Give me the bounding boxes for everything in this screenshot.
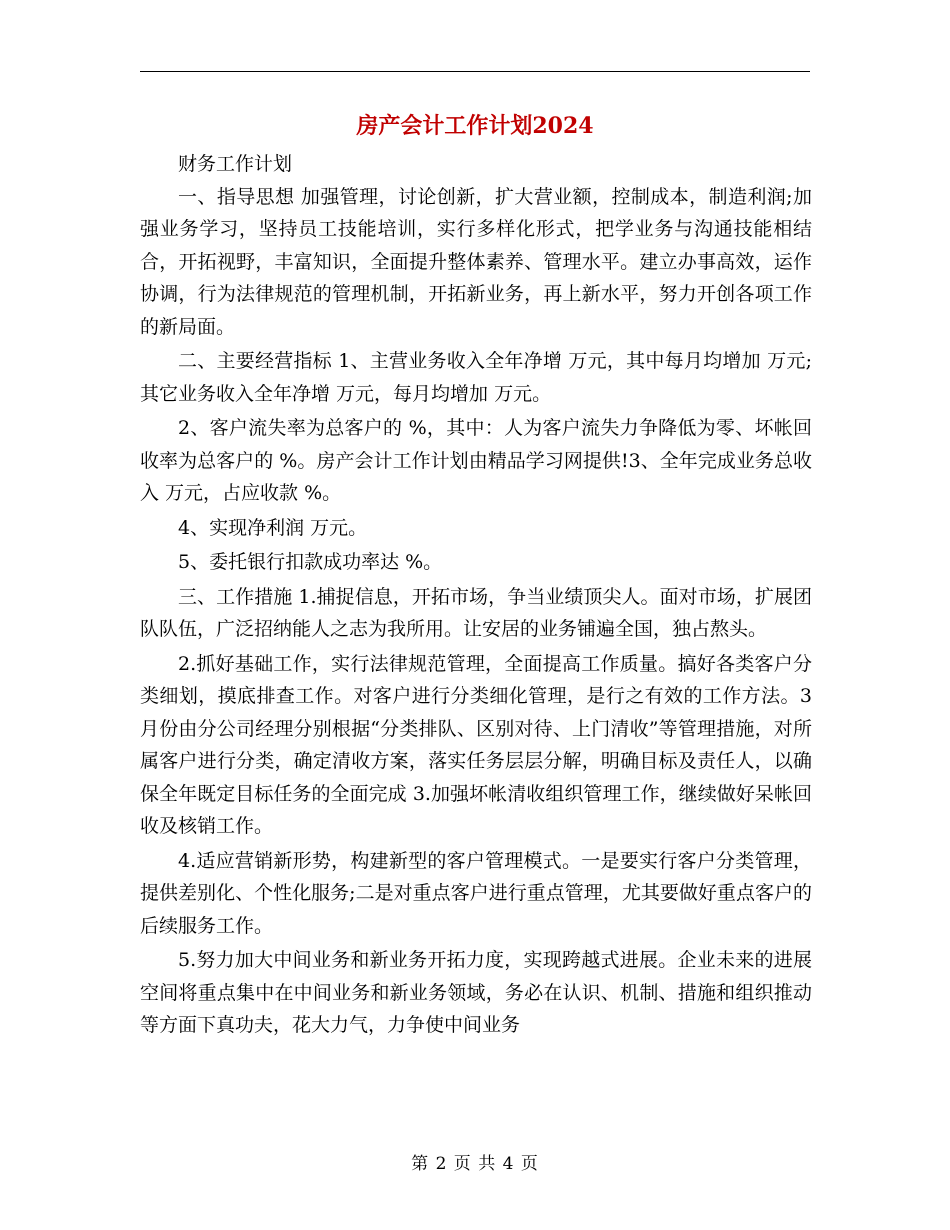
paragraph-4: 2、客户流失率为总客户的 %，其中：人为客户流失力争降低为零、坏帐回收率为总客户的 %。房产会计工作计划由精品学习网提供!3、全年完成业务总收入 万元，占应收款 %。: [140, 417, 812, 504]
page-footer: 第 2 页 共 4 页: [411, 1154, 539, 1174]
paragraph-2: 一、指导思想 加强管理，讨论创新，扩大营业额，控制成本，制造利润;加强业务学习，坚持员工技能培训，实行多样化形式，把学业务与沟通技能相结合，开拓视野，丰富知识，全面提升整体素养、管理水平。建立办事高效，运作协调，行为法律规范的管理机制，开拓新业务，再上新水平，努力开创各项工作的新局面。: [140, 185, 812, 338]
paragraph-6: 5、委托银行扣款成功率达 %。: [178, 551, 443, 573]
document-body: [140, 148, 812, 1042]
paragraph-1: 财务工作计划: [178, 153, 293, 175]
paragraph-8: 2.抓好基础工作，实行法律规范管理，全面提高工作质量。搞好各类客户分类细划，摸底排查工作。对客户进行分类细化管理，是行之有效的工作方法。3月份由分公司经理分别根据“分类排队、区别对待、上门清收”等管理措施，对所属客户进行分类，确定清收方案，落实任务层层分解，明确目标及责任人，以确保全年既定目标任务的全面完成 3.加强坏帐清收组织管理工作，继续做好呆帐回收及核销工作。: [140, 652, 812, 837]
header-rule: [140, 71, 810, 72]
paragraph-5: 4、实现净利润 万元。: [178, 516, 368, 539]
paragraph-3: 二、主要经营指标 1、主营业务收入全年净增 万元，其中每月均增加 万元;其它业务收入全年净增 万元，每月均增加 万元。: [140, 350, 812, 405]
paragraph-9: 4.适应营销新形势，构建新型的客户管理模式。一是要实行客户分类管理，提供差别化、个性化服务;二是对重点客户进行重点管理，尤其要做好重点客户的后续服务工作。: [140, 849, 812, 937]
paragraph-10: 5.努力加大中间业务和新业务开拓力度，实现跨越式进展。企业未来的进展空间将重点集中在中间业务和新业务领域，务必在认识、机制、措施和组织推动等方面下真功夫，花大力气，力争使中间业务: [140, 949, 812, 1036]
paragraph-7: 三、工作措施 1.捕捉信息，开拓市场，争当业绩顶尖人。面对市场，扩展团队队伍，广泛招纳能人之志为我所用。让安居的业务铺遍全国，独占熬头。: [140, 585, 812, 640]
document-title: 房产会计工作计划2024: [356, 113, 594, 139]
